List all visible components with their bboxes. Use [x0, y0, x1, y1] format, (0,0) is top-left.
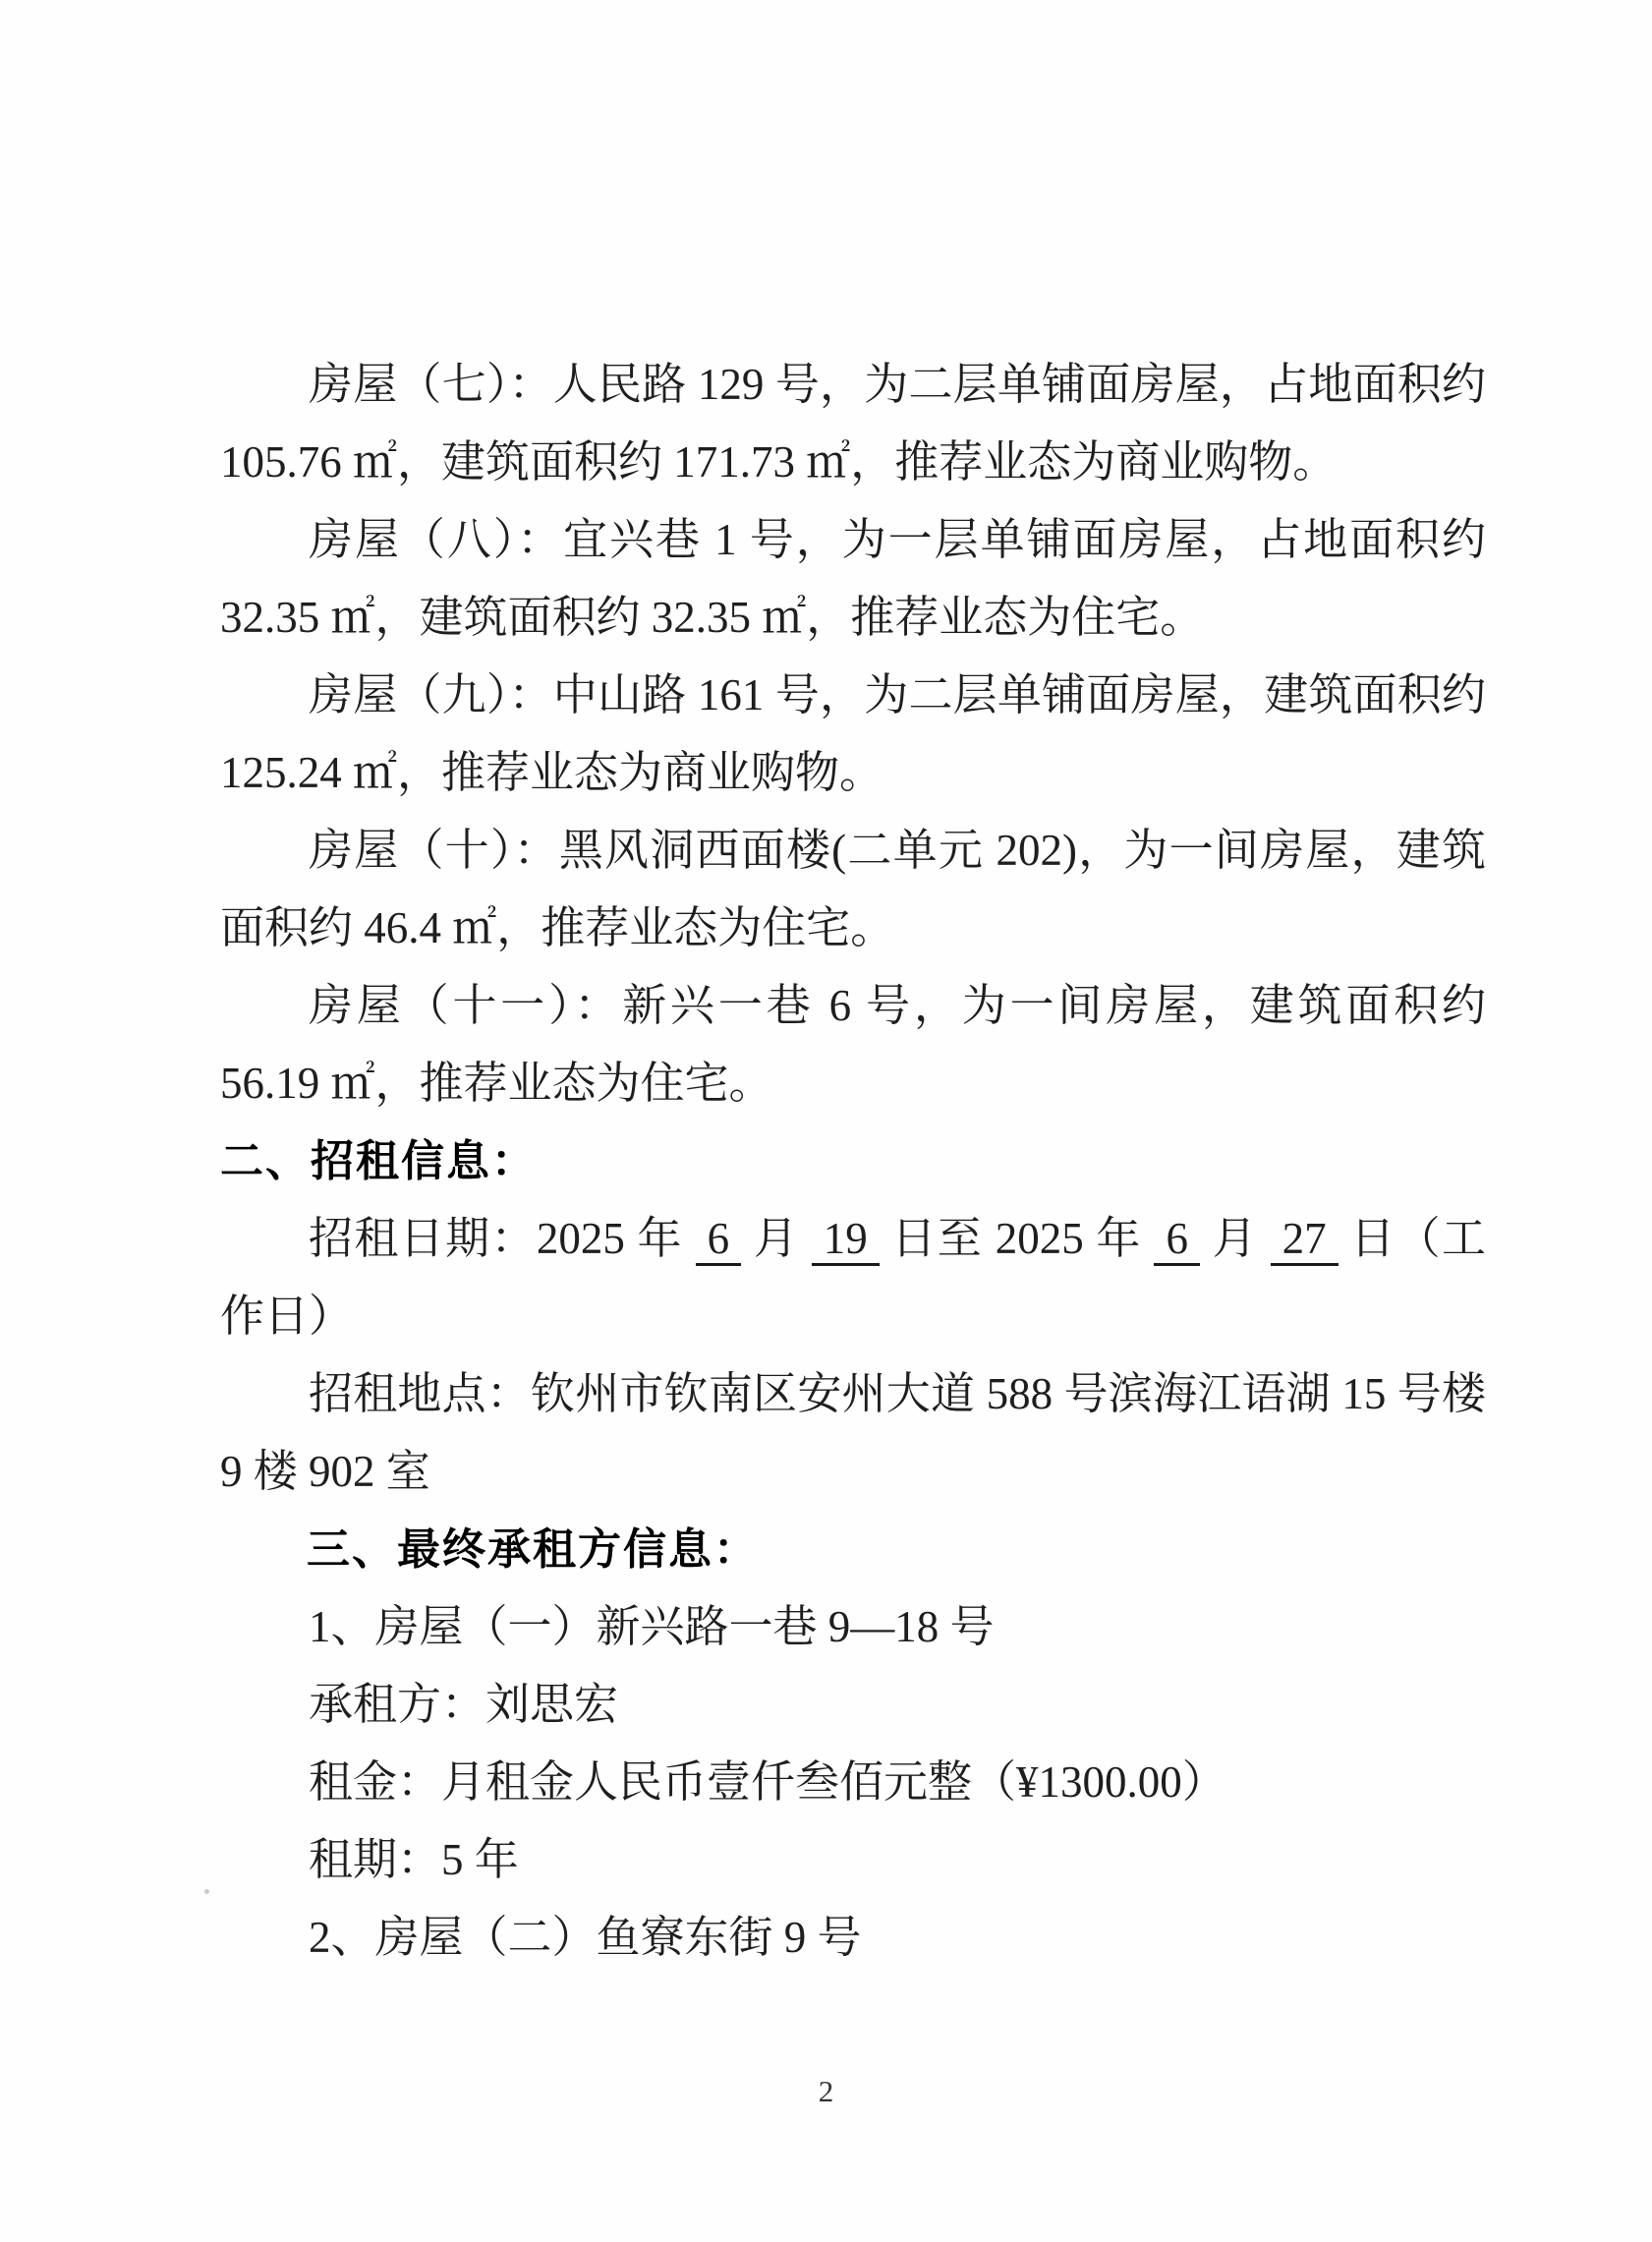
house-paragraph-11: 房屋（十一）：新兴一巷 6 号，为一间房屋，建筑面积约 56.19 ㎡，推荐业态为住宅。 — [220, 981, 1486, 1108]
date-month-2-unit: 月 — [1212, 1214, 1258, 1263]
document-body — [220, 346, 1486, 1977]
rental-location-line: 招租地点：钦州市钦南区安州大道 588 号滨海江语湖 15 号楼 9 楼 902 室 — [220, 1369, 1486, 1496]
tenant-entry-house-2: 2、房屋（二）鱼寮东街 9 号 — [309, 1913, 862, 1962]
date-month-1-unit: 月 — [753, 1214, 800, 1263]
tenant-entry-term: 租期：5 年 — [309, 1835, 519, 1884]
rental-date-suffix: 日（工作日） — [220, 1214, 1487, 1341]
tenant-entry-rent: 租金：月租金人民币壹仟叁佰元整（¥1300.00） — [309, 1757, 1226, 1807]
rental-date-prefix: 招租日期：2025 年 — [309, 1214, 683, 1263]
scan-speckle — [204, 1889, 209, 1894]
house-paragraph-10: 房屋（十）：黑风洞西面楼(二单元 202)，为一间房屋，建筑面积约 46.4 ㎡，推荐业态为住宅。 — [220, 826, 1486, 952]
date-day-1-blank: 19 — [812, 1214, 880, 1266]
rental-date-middle: 日至 2025 年 — [891, 1214, 1142, 1263]
date-day-2-blank: 27 — [1271, 1214, 1339, 1266]
date-month-1-blank: 6 — [696, 1214, 742, 1266]
house-paragraph-8: 房屋（八）：宜兴巷 1 号，为一层单铺面房屋，占地面积约 32.35 ㎡，建筑面积约 32.35 ㎡，推荐业态为住宅。 — [220, 515, 1486, 642]
house-paragraph-9: 房屋（九）：中山路 161 号，为二层单铺面房屋，建筑面积约 125.24 ㎡，推荐业态为商业购物。 — [220, 670, 1486, 797]
tenant-entry-lessee: 承租方：刘思宏 — [309, 1680, 619, 1729]
house-paragraph-7: 房屋（七）：人民路 129 号，为二层单铺面房屋，占地面积约 105.76 ㎡，建筑面积约 171.73 ㎡，推荐业态为商业购物。 — [220, 360, 1486, 487]
page-number: 2 — [818, 2074, 834, 2108]
tenant-entry-house-1: 1、房屋（一）新兴路一巷 9—18 号 — [309, 1602, 995, 1651]
section-rental-info-heading: 二、招租信息： — [220, 1137, 537, 1185]
date-month-2-blank: 6 — [1154, 1214, 1200, 1266]
section-tenant-info-heading: 三、最终承租方信息： — [307, 1525, 759, 1574]
rental-date-line — [220, 1200, 1486, 1355]
